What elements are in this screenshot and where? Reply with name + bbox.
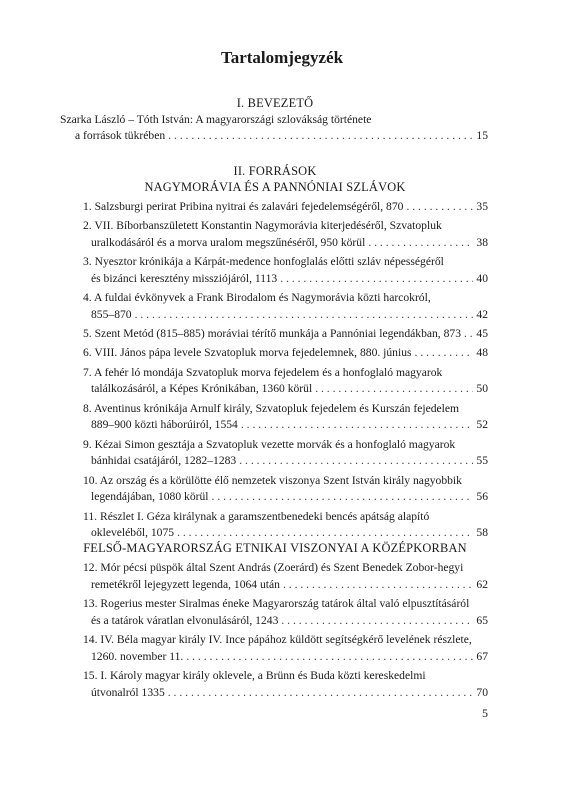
toc-page-number: 48 (476, 346, 488, 360)
dot-leader (280, 271, 473, 287)
page-title: Tartalomjegyzék (220, 48, 344, 67)
toc-entry-line: 14. IV. Béla magyar király IV. Ince pápához küldött segítségkérő levelének részlete, (83, 633, 472, 646)
toc-entry-text: 6. VIII. János pápa levele Szvatopluk morva fejedelemnek, 880. június (83, 346, 412, 360)
dot-leader (241, 417, 474, 433)
toc-page-number: 55 (476, 454, 488, 468)
toc-entry-text: 1. Salzsburgi perirat Pribina nyitrai és zalavári fejedelemségéről, 870 (83, 200, 404, 213)
toc-page-number: 45 (476, 327, 488, 341)
dot-leader (168, 685, 474, 701)
toc-entry-line: 12. Mór pécsi püspök által Szent András (Zoerárd) és Szent Benedek Zobor-hegyi (83, 561, 464, 574)
toc-entry[interactable] (91, 453, 488, 469)
toc-entry[interactable] (91, 271, 488, 287)
toc-entry[interactable] (91, 577, 488, 593)
section-heading-bevezeto: I. BEVEZETŐ (236, 96, 314, 110)
toc-entry[interactable] (91, 235, 488, 251)
toc-page-number: 40 (476, 272, 488, 285)
toc-entry-text: a források tükrében (75, 129, 166, 142)
toc-entry-line: 13. Rogerius mester Siralmas éneke Magyarország tatárok által való elpusztításáról (83, 597, 470, 610)
toc-page-number: 56 (476, 490, 488, 504)
toc-entry[interactable] (91, 307, 488, 323)
toc-entry[interactable] (91, 489, 488, 505)
toc-entry[interactable] (83, 345, 488, 361)
toc-entry[interactable] (83, 326, 488, 342)
toc-entry-line: 9. Kézai Simon gesztája a Szvatopluk vezette morvák és a honfoglaló magyarok (83, 437, 456, 451)
dot-leader (177, 525, 473, 541)
toc-entry[interactable] (91, 685, 488, 701)
toc-entry-intro[interactable] (75, 128, 488, 144)
subsection-heading-felso-magyarorszag: FELSŐ-MAGYARORSZÁG ETNIKAI VISZONYAI A KÖZÉPKORBAN (83, 541, 467, 555)
toc-page-number: 70 (476, 685, 488, 699)
toc-entry-text: 889–900 közti háborúiról, 1554 (91, 418, 238, 432)
toc-page-number: 15 (476, 129, 488, 142)
dot-leader (212, 489, 474, 505)
toc-entry-text: útvonalról 1335 (91, 685, 165, 699)
dot-leader (415, 345, 474, 361)
toc-entry-text: bánhidai csatájáról, 1282–1283 (91, 454, 237, 468)
toc-entry[interactable] (83, 199, 488, 215)
dot-leader (406, 199, 473, 215)
toc-page-number: 62 (476, 577, 488, 591)
toc-entry-text: legendájában, 1080 körül (91, 490, 209, 504)
dot-leader (186, 649, 473, 665)
toc-entry[interactable] (91, 381, 488, 397)
toc-entry-line: 2. VII. Bíborbanszületett Konstantin Nagymorávia kiterjedéséről, Szvatopluk (83, 219, 442, 233)
toc-entry[interactable] (91, 417, 488, 433)
toc-entry-text: és a tatárok váratlan elvonulásáról, 1243 (91, 613, 279, 627)
toc-page-number: 42 (476, 308, 488, 321)
page-number: 5 (482, 706, 488, 720)
dot-leader (368, 235, 473, 251)
dot-leader (464, 326, 473, 342)
toc-entry-line: 4. A fuldai évkönyvek a Frank Birodalom és Nagymorávia közti harcokról, (83, 291, 431, 305)
dot-leader (168, 128, 473, 144)
toc-entry-line: 3. Nyesztor krónikája a Kárpát-medence honfoglalás előtti szláv népességéről (83, 255, 444, 269)
subsection-heading-nagymoravia: NAGYMORÁVIA ÉS A PANNÓNIAI SZLÁVOK (144, 180, 406, 194)
toc-page-number: 52 (476, 418, 488, 432)
dot-leader (281, 613, 473, 629)
toc-entry-text: 1260. november 11. (91, 649, 184, 663)
toc-page-number: 38 (476, 236, 488, 249)
dot-leader (283, 577, 473, 593)
toc-entry-line: 7. A fehér ló mondája Szvatopluk morva fejedelem és a honfoglaló magyarok (83, 365, 443, 379)
dot-leader (135, 307, 474, 323)
toc-entry[interactable] (91, 649, 488, 665)
toc-entry-text: 855–870 (91, 308, 132, 321)
toc-entry-line: 11. Részlet I. Géza királynak a garamszentbenedeki bencés apátság alapító (83, 509, 430, 523)
toc-entry[interactable] (91, 525, 488, 541)
toc-page-number: 65 (476, 613, 488, 627)
toc-entry[interactable] (91, 613, 488, 629)
toc-entry-line: 8. Aventinus krónikája Arnulf király, Szvatopluk fejedelem és Kurszán fejedelem (83, 401, 460, 415)
toc-entry-text: okleveléből, 1075 (91, 526, 175, 540)
toc-page-number: 50 (476, 382, 488, 396)
toc-entry-intro-line1: Szarka László – Tóth István: A magyarországi szlovákság története (60, 113, 372, 126)
dot-leader (239, 453, 473, 469)
toc-page-number: 67 (476, 649, 488, 663)
toc-entry-text: remetékről lejegyzett legenda, 1064 után (91, 577, 280, 591)
toc-entry-line: 15. I. Károly magyar király oklevele, a Brünn és Buda közti kereskedelmi (83, 669, 426, 682)
toc-entry-text: 5. Szent Metód (815–885) moráviai térítő munkája a Pannóniai legendákban, 873 (83, 327, 461, 341)
toc-entry-text: találkozásáról, a Képes Krónikában, 1360 körül (91, 382, 313, 396)
section-heading-forrasok: II. FORRÁSOK (233, 164, 317, 178)
toc-page-number: 35 (476, 200, 488, 213)
toc-entry-text: uralkodásáról és a morva uralom megszűnéséről, 950 körül (91, 236, 366, 249)
toc-page-number: 58 (476, 526, 488, 540)
toc-entry-line: 10. Az ország és a körülötte élő nemzetek viszonya Szent István király nagyobbik (83, 473, 462, 487)
dot-leader (315, 381, 473, 397)
toc-entry-text: és bizánci keresztény missziójáról, 1113 (91, 272, 278, 285)
